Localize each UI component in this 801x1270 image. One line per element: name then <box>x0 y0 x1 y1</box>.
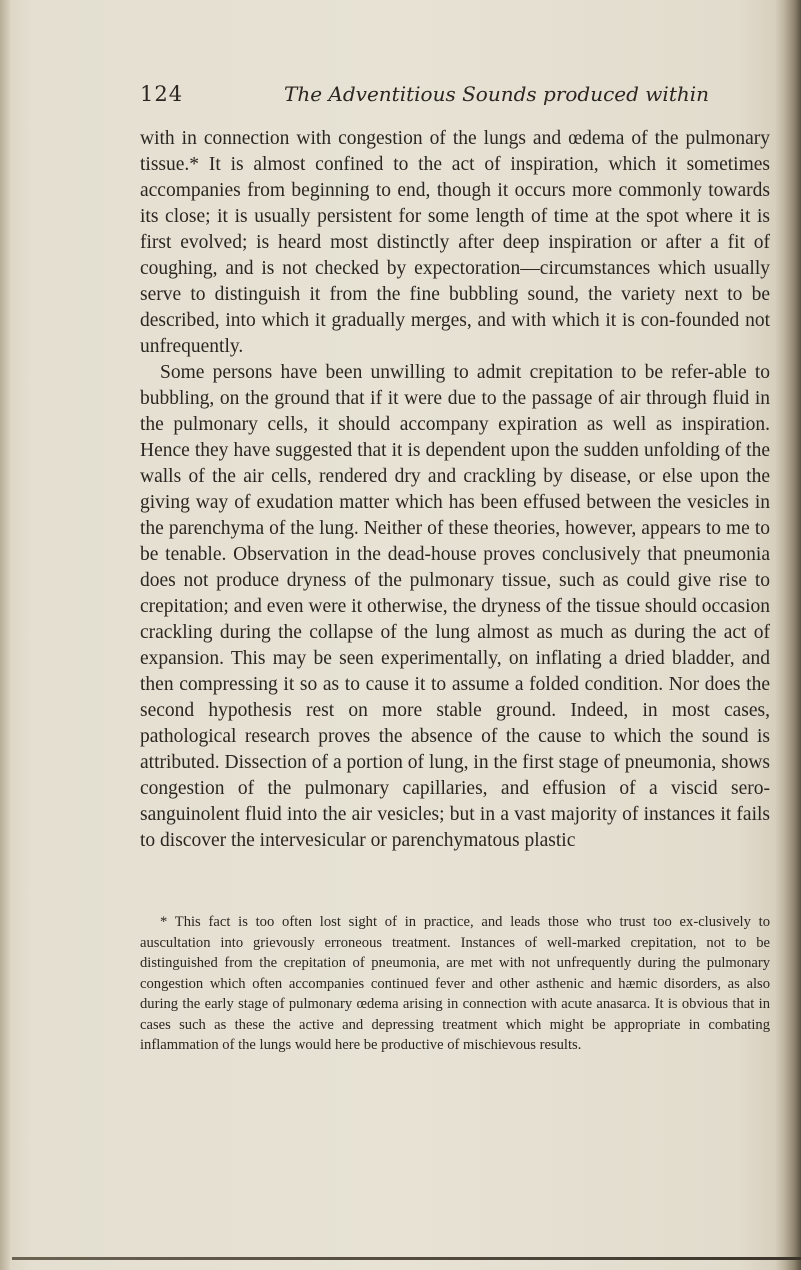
page-number: 124 <box>140 82 184 106</box>
footnote: * This fact is too often lost sight of in practice, and leads those who trust too ex-clusively to auscultation into grievously erroneous treatment. Instances of well-marked crepitation, not to be distinguished from the crepitation of pneumonia, are met with not unfrequently during the pulmonary congestion which often accompanies continued fever and other asthenic and hæmic disorders, as also during the early stage of pulmonary œdema arising in connection with acute anasarca. It is obvious that in cases such as these the active and depressing treatment which might be appropriate in combating inflammation of the lungs would here be productive of mischievous results. <box>140 914 770 1053</box>
page-gutter-edge <box>0 0 10 1270</box>
body-text <box>140 126 770 854</box>
running-head-title: The Adventitious Sounds produced within <box>284 82 710 106</box>
page-bottom-edge <box>12 1257 801 1260</box>
paragraph: with in connection with congestion of the lungs and œdema of the pulmonary tissue.* It is almost confined to the act of inspiration, which it sometimes accompanies from beginning to end, though it occurs more commonly towards its close; it is usually persistent for some length of time at the spot where it is first evolved; is heard most distinctly after deep inspiration or after a fit of coughing, and is not checked by expectoration—circumstances which usually serve to distinguish it from the fine bubbling sound, the variety next to be described, into which it gradually merges, and with which it is con-founded not unfrequently. <box>140 128 770 357</box>
paragraph: Some persons have been unwilling to admit crepitation to be refer-able to bubbling, on the ground that if it were due to the passage of air through fluid in the pulmonary cells, it should accompany expiration as well as inspiration. Hence they have suggested that it is dependent upon the sudden unfolding of the walls of the air cells, rendered dry and crackling by disease, or else upon the giving way of exudation matter which has been effused between the vesicles in the parenchyma of the lung. Neither of these theories, however, appears to me to be tenable. Observation in the dead-house proves conclusively that pneumonia does not produce dryness of the pulmonary tissue, such as could give rise to crepitation; and even were it otherwise, the dryness of the tissue should occasion crackling during the collapse of the lung almost as much as during the act of expansion. This may be seen experimentally, on inflating a dried bladder, and then compressing it so as to cause it to assume a folded condition. Nor does the second hypothesis rest on more stable ground. Indeed, in most cases, pathological research proves the absence of the cause to which the sound is attributed. Dissection of a portion of lung, in the first stage of pneumonia, shows congestion of the pulmonary capillaries, and effusion of a viscid sero-sanguinolent fluid into the air vesicles; but in a vast majority of instances it fails to discover the intervesicular or parenchymatous plastic <box>140 362 770 851</box>
running-head <box>140 82 760 114</box>
page-fore-edge-shadow <box>775 0 801 1270</box>
